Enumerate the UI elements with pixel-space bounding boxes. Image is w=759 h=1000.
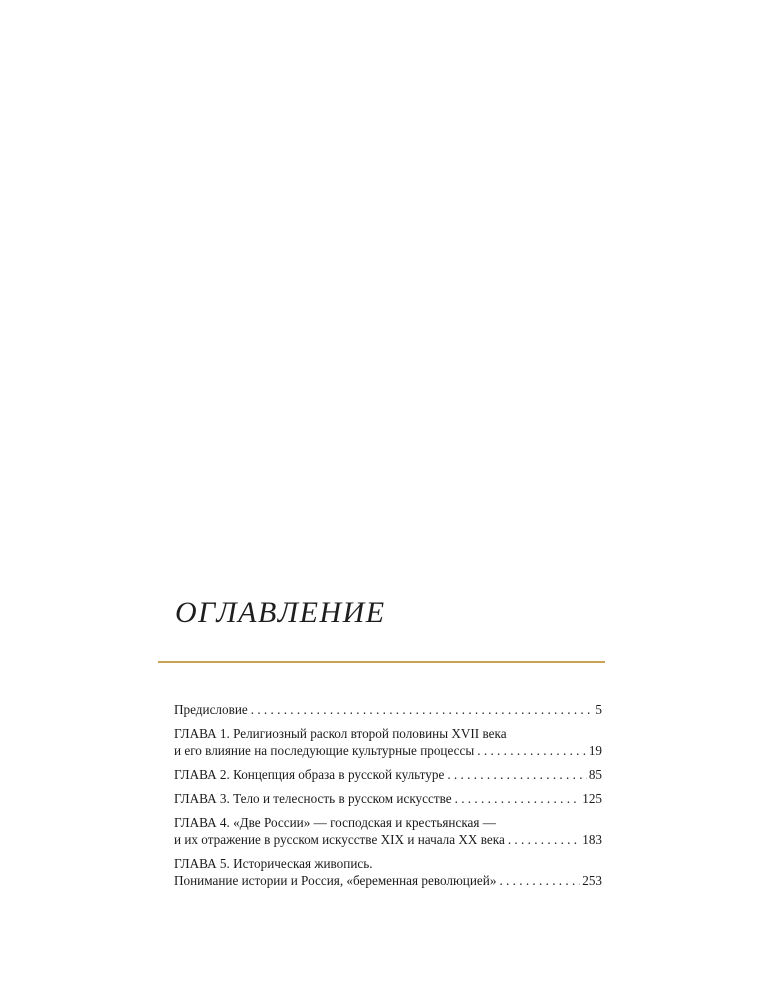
dot-leader bbox=[499, 872, 580, 889]
toc-entry-title-continued: и его влияние на последующие культурные процессы bbox=[174, 743, 475, 758]
toc-entry-chapter-2[interactable] bbox=[174, 766, 602, 783]
toc-entry-title: ГЛАВА 2. Концепция образа в русской культуре bbox=[174, 767, 445, 782]
toc-entry-chapter-5[interactable] bbox=[174, 855, 602, 889]
toc-entry-title-continued: Понимание истории и Россия, «беременная революцией» bbox=[174, 873, 497, 888]
toc-entry-preface[interactable] bbox=[174, 701, 602, 718]
toc-page-number: 183 bbox=[582, 832, 602, 847]
toc-page-number: 253 bbox=[582, 873, 602, 888]
dot-leader bbox=[455, 790, 581, 807]
dot-leader bbox=[477, 742, 587, 759]
table-of-contents bbox=[174, 701, 602, 896]
toc-page-number: 125 bbox=[582, 791, 602, 806]
toc-entry-title: Предисловие bbox=[174, 702, 248, 717]
dot-leader bbox=[447, 766, 587, 783]
toc-entry-chapter-1[interactable] bbox=[174, 725, 602, 759]
toc-page-number: 19 bbox=[588, 743, 602, 758]
toc-entry-title-continued: и их отражение в русском искусстве XIX и начала XX века bbox=[174, 832, 505, 847]
dot-leader bbox=[251, 701, 594, 718]
dot-leader bbox=[508, 831, 580, 848]
toc-entry-title: ГЛАВА 3. Тело и телесность в русском искусстве bbox=[174, 791, 452, 806]
toc-heading: ОГЛАВЛЕНИЕ bbox=[175, 596, 386, 629]
toc-entry-title: ГЛАВА 1. Религиозный раскол второй половины XVII века bbox=[174, 726, 507, 741]
toc-entry-title: ГЛАВА 5. Историческая живопись. bbox=[174, 856, 373, 871]
toc-page-number: 5 bbox=[595, 702, 602, 717]
toc-page-number: 85 bbox=[588, 767, 602, 782]
toc-entry-chapter-4[interactable] bbox=[174, 814, 602, 848]
toc-entry-chapter-3[interactable] bbox=[174, 790, 602, 807]
gold-divider bbox=[158, 661, 605, 663]
toc-entry-title: ГЛАВА 4. «Две России» — господская и крестьянская — bbox=[174, 815, 496, 830]
